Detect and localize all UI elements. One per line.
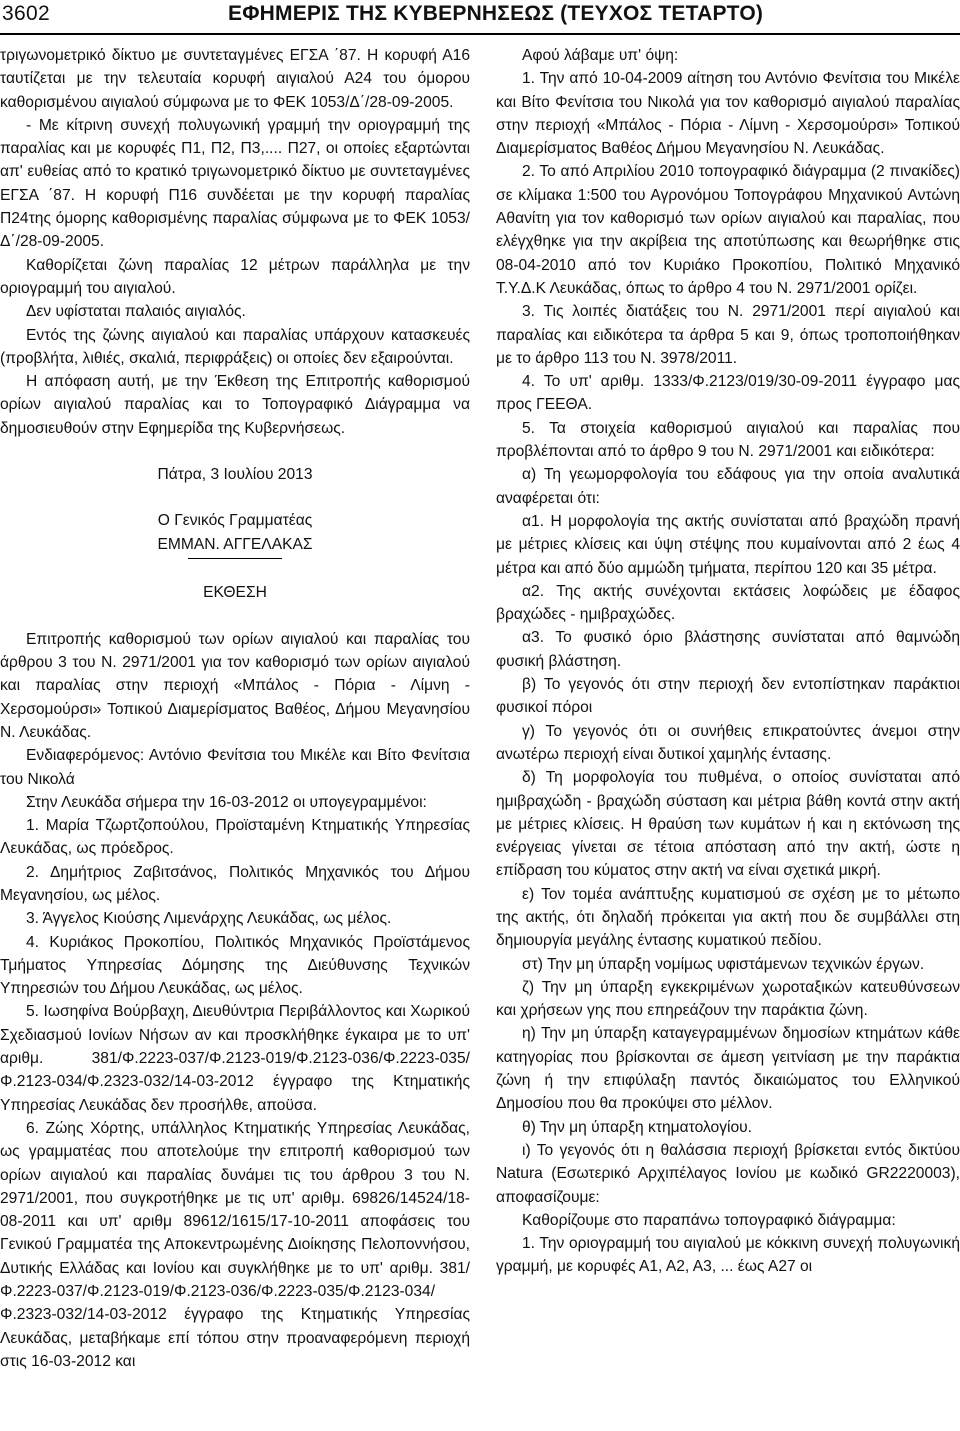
- spacer: [0, 605, 470, 628]
- list-item: η) Την μη ύπαρξη καταγεγραμμένων δημοσίων κτημάτων κάθε κατηγορίας που βρίσκονται σε άμεση γειτνίαση με την παράκτια ζώνη ή την επιφύλαξη παντός δικαιώματος του Ελληνικού Δημοσίου που θα προκύψει στο μέλλον.: [496, 1025, 960, 1113]
- list-item: 3. Τις λοιπές διατάξεις του Ν. 2971/2001 περί αιγιαλού και παραλίας και ειδικότερα τα άρθρα 5 και 9, όπως τροποποιήθηκαν με το άρθρο 113 του Ν. 3978/2011.: [496, 303, 960, 367]
- paragraph: Καθορίζεται ζώνη παραλίας 12 μέτρων παράλληλα με την οριογραμμή του αιγιαλού.: [0, 256, 470, 297]
- paragraph: Ενδιαφερόμενος: Αντόνιο Φενίτσια του Μικέλε και Βίτο Φενίτσια του Νικολά: [0, 747, 470, 788]
- list-item: α) Τη γεωμορφολογία του εδάφους για την οποία αναλυτικά αναφέρεται ότι:: [496, 466, 960, 507]
- list-item: ζ) Την μη ύπαρξη εγκεκριμένων χωροταξικών κατευθύνσεων και χρήσεων γης που επηρεάζουν την παράκτια ζώνη.: [496, 978, 960, 1020]
- list-item: 1. Την από 10-04-2009 αίτηση του Αντόνιο Φενίτσια του Μικέλε και Βίτο Φενίτσια του Νικολά για τον καθορισμό αιγιαλού παραλίας στην περιοχή «Μπάλος - Πόρια - Λίμνη - Χερσομούρσι» Τοπικού Διαμερίσματος Βαθέος Δήμου Μεγανησίου Ν. Λευκάδας.: [496, 70, 960, 158]
- list-item: α1. Η μορφολογία της ακτής συνίσταται από βραχώδη πρανή με μέτριες κλίσεις και ύψη στέψης που κυμαίνονται από 2 έως 4 μέτρα και από δύο αμμώδη τμήματα, περίπου 120 και 35 μέτρα.: [496, 512, 960, 577]
- list-item: 1. Μαρία Τζωρτζοπούλου, Προϊσταμένη Κτηματικής Υπηρεσίας Λευκάδας, ως πρόεδρος.: [0, 817, 470, 858]
- paragraph: Εντός της ζώνης αιγιαλού και παραλίας υπάρχουν κατασκευές (προβλήτα, λιθιές, σκαλιά, περιφράξεις) οι οποίες δεν εξαιρούνται.: [0, 326, 470, 367]
- list-item: στ) Την μη ύπαρξη νομίμως υφιστάμενων τεχνικών έργων.: [522, 955, 925, 973]
- paragraph: Αφού λάβαμε υπ' όψη:: [522, 47, 679, 64]
- paragraph: τριγωνομετρικό δίκτυο με συντεταγμένες ΕΓΣΑ ΄87. Η κορυφή Α16 ταυτίζεται με την τελευταία κορυφή αιγιαλού Α24 του όμορου καθορισμένου αιγιαλού σύμφωνα με το ΦΕΚ 1053/Δ΄/28-09-2005.: [0, 47, 470, 111]
- spacer: [0, 440, 470, 463]
- spacer: [0, 486, 470, 509]
- list-item: 4. Κυριάκος Προκοπίου, Πολιτικός Μηχανικός Προϊστάμενος Τμήματος Υπηρεσίας Δόμησης της Διεύθυνσης Τεχνικών Υπηρεσιών του Δήμου Λευκάδας, ως μέλος.: [0, 933, 470, 998]
- report-title: ΕΚΘΕΣΗ: [203, 584, 267, 602]
- page-header: [0, 0, 960, 34]
- list-item: ι) Το γεγονός ότι η θαλάσσια περιοχή βρίσκεται εντός δικτύου Natura (Εσωτερικό Αρχιπέλαγος Ιονίου με κωδικό GR2220003), αποφασίζουμε:: [496, 1141, 960, 1206]
- list-item: θ) Την μη ύπαρξη κτηματολογίου.: [522, 1118, 752, 1136]
- list-item: 5. Τα στοιχεία καθορισμού αιγιαλού και παραλίας που προβλέπονται από το άρθρο 9 του Ν. 2971/2001 και ειδικότερα:: [496, 419, 960, 461]
- paragraph: Η απόφαση αυτή, με την Έκθεση της Επιτροπής καθορισμού ορίων αιγιαλού παραλίας και το Τοπογραφικό Διάγραμμα να δημοσιευθούν στην Εφημερίδα της Κυβερνήσεως.: [0, 373, 470, 437]
- header-rule: [0, 33, 960, 35]
- paragraph: - Με κίτρινη συνεχή πολυγωνική γραμμή την οριογραμμή της παραλίας και με κορυφές Π1, Π2, Π3,.... Π27, οι οποίες εξαρτώνται απ' ευθείας από το κρατικό τριγωνομετρικό δίκτυο με συντεταγμένες ΕΓΣΑ ΄87. Η κορυφή Π16 συνδέεται με την κορυφή παραλίας Π24της όμορης καθορισμένης παραλίας σύμφωνα με το ΦΕΚ 1053/Δ΄/28-09-2005.: [0, 116, 470, 251]
- signature-place-date: Πάτρα, 3 Ιουλίου 2013: [157, 466, 313, 484]
- list-item: α2. Της ακτής συνέχονται εκτάσεις λοφώδεις με έδαφος βραχώδες - ημιβραχώδες.: [496, 582, 960, 624]
- paragraph: Στην Λευκάδα σήμερα την 16-03-2012 οι υπογεγραμμένοι:: [26, 793, 427, 811]
- list-item: β) Το γεγονός ότι στην περιοχή δεν εντοπίστηκαν παράκτιοι φυσικοί πόροι: [496, 676, 960, 717]
- signature-name: ΕΜΜΑΝ. ΑΓΓΕΛΑΚΑΣ: [157, 535, 313, 553]
- list-item: 4. Το υπ' αριθμ. 1333/Φ.2123/019/30-09-2011 έγγραφο μας προς ΓΕΕΘΑ.: [496, 373, 960, 414]
- paragraph: Καθορίζουμε στο παραπάνω τοπογραφικό διάγραμμα:: [522, 1211, 896, 1229]
- list-item: 6. Ζώης Χόρτης, υπάλληλος Κτηματικής Υπηρεσίας Λευκάδας, ως γραμματέας που αποτελούμε την επιτροπή καθορισμού των ορίων αιγιαλού και παραλίας δυνάμει τις του άρθρου 3 του Ν. 2971/2001, που συγκροτήθηκε με τις υπ' αριθμ. 69826/14524/18-08-2011 και υπ' αριθμ 89612/1615/17-10-2011 αποφάσεις του Γενικού Γραμματέα της Αποκεντρωμένης Διοίκησης Πελοποννήσου, Δυτικής Ελλάδας και Ιονίου και συγκλήθηκε με το υπ' αριθμ. 381/Φ.2223-037/Φ.2123-019/Φ.2123-036/Φ.2223-035/Φ.2123-034/Φ.2323-032/14-03-2012 έγγραφο της Κτηματικής Υπηρεσίας Λευκάδας, μεταβήκαμε επί τόπου στην προαναφερόμενη περιοχή στις 16-03-2012 και: [0, 1119, 470, 1370]
- publication-title: ΕΦΗΜΕΡΙΣ ΤΗΣ ΚΥΒΕΡΝΗΣΕΩΣ (ΤΕΥΧΟΣ ΤΕΤΑΡΤΟ): [228, 2, 764, 25]
- paragraph: Επιτροπής καθορισμού των ορίων αιγιαλού και παραλίας του άρθρου 3 του Ν. 2971/2001 για τον καθορισμό των ορίων αιγιαλού και παραλίας στην περιοχή «Μπάλος - Πόρια - Λίμνη - Χερσομούρσι» Τοπικού Διαμερίσματος Βαθέος, Δήμου Μεγανησίου Ν. Λευκάδας.: [0, 630, 470, 741]
- paragraph: Δεν υφίσταται παλαιός αιγιαλός.: [26, 303, 246, 321]
- list-item: ε) Τον τομέα ανάπτυξης κυματισμού σε σχέση με το μέτωπο της ακτής, ότι δηλαδή πρόκειται για ακτή που δε συμβάλλει στη δημιουργία μεγάλης έντασης κυματικού πεδίου.: [496, 885, 960, 950]
- left-column: [0, 44, 470, 1373]
- right-column: [496, 44, 960, 1279]
- list-item: α3. Το φυσικό όριο βλάστησης συνίσταται από θαμνώδη φυσική βλάστηση.: [496, 629, 960, 670]
- list-item: 3. Άγγελος Κιούσης Λιμενάρχης Λευκάδας, ως μέλος.: [26, 910, 392, 928]
- list-item: 2. Το από Απριλίου 2010 τοπογραφικό διάγραμμα (2 πινακίδες) σε κλίμακα 1:500 του Αγρονόμου Τοπογράφου Μηχανικού Αντώνη Αθανίτη για τον καθορισμό των ορίων αιγιαλού και παραλίας, που ελέγχθηκε για την ακρίβεια της αποτύπωσης και θεωρήθηκε στις 08-04-2010 από τον Κυριάκο Προκοπίου, Πολιτικό Μηχανικό Τ.Υ.Δ.Κ Λευκάδας, όπως το άρθρο 4 του Ν. 2971/2001 ορίζει.: [496, 163, 960, 297]
- signature-divider: [188, 558, 282, 560]
- list-item: 2. Δημήτριος Ζαβιτσάνος, Πολιτικός Μηχανικός του Δήμου Μεγανησίου, ως μέλος.: [0, 863, 470, 904]
- signature-role: Ο Γενικός Γραμματέας: [157, 512, 313, 530]
- list-item: 5. Ιωσηφίνα Βούρβαχη, Διευθύντρια Περιβάλλοντος και Χωρικού Σχεδιασμού Ιονίων Νήσων αν και προσκλήθηκε έγκαιρα με το υπ' αριθμ. 381/Φ.2223-037/Φ.2123-019/Φ.2123-036/Φ.2223-035/Φ.2123-034/Φ.2323-032/14-03-2012 έγγραφο της Κτηματικής Υπηρεσίας Λευκάδας δεν προσήλθε, αποϋσα.: [0, 1003, 470, 1114]
- page-number: 3602: [2, 2, 50, 25]
- list-item: 1. Την οριογραμμή του αιγιαλού με κόκκινη συνεχή πολυγωνική γραμμή, με κορυφές Α1, Α2, Α3, ... έως Α27 οι: [496, 1235, 960, 1276]
- list-item: δ) Τη μορφολογία του πυθμένα, ο οποίος συνίσταται από ημιβραχώδη - βραχώδη σύσταση και μέτρια βάθη κοντά στην ακτή με μέτριες κλίσεις. Η θραύση των κυμάτων ή και η εκτόνωση της ενέργειας γίνεται σε τέτοια απόσταση από την ακτή, ώστε η επίδραση του κύματος στην ακτή να είναι σχετικά μικρή.: [496, 769, 960, 880]
- list-item: γ) Το γεγονός ότι οι συνήθεις επικρατούντες άνεμοι στην ανωτέρω περιοχή είναι δυτικοί χαμηλής έντασης.: [496, 722, 960, 763]
